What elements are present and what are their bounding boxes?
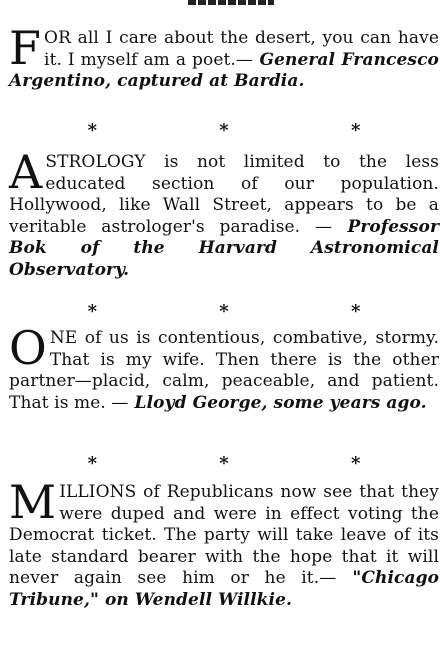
quote-item-2 (9, 145, 439, 282)
quote-item-3 (9, 321, 439, 414)
separator-asterisks: * * * (87, 120, 419, 141)
quote-item-4 (9, 475, 440, 612)
quote-attribution: Lloyd George, some years ago. (134, 392, 427, 413)
drop-cap: A (9, 145, 43, 199)
quote-item-1 (9, 21, 439, 93)
separator-asterisks: * * * (87, 453, 419, 474)
quote-attribution: Professor Bok of the Harvard Astronomical Observatory. (9, 216, 439, 280)
separator-asterisks: * * * (87, 301, 419, 322)
drop-cap: O (9, 321, 47, 375)
quote-attribution: "Chicago Tribune," on Wendell Willkie. (9, 568, 440, 610)
drop-cap: F (9, 21, 42, 75)
quote-text: STROLOGY is not limited to the less educated section of our population. Hollywood, like Wall Street, appears to be a veritable astrologer's paradise. — (9, 152, 439, 237)
quote-text: ILLIONS of Republicans now see that they were duped and were in effect voting the Democrat ticket. The party will take leave of its late standard bearer with the hope that it will never again see him or he it.— (9, 482, 439, 589)
quote-text: NE of us is contentious, combative, stormy. That is my wife. Then there is the other partner—placid, calm, peaceable, and patient. That is me. — (9, 328, 439, 413)
quote-attribution: General Francesco Argentino, captured at Bardia. (9, 49, 439, 92)
drop-cap: M (9, 475, 57, 529)
quote-text: OR all I care about the desert, you can have it. I myself am a poet.— (44, 28, 439, 70)
top-ornament-rule (188, 0, 274, 5)
